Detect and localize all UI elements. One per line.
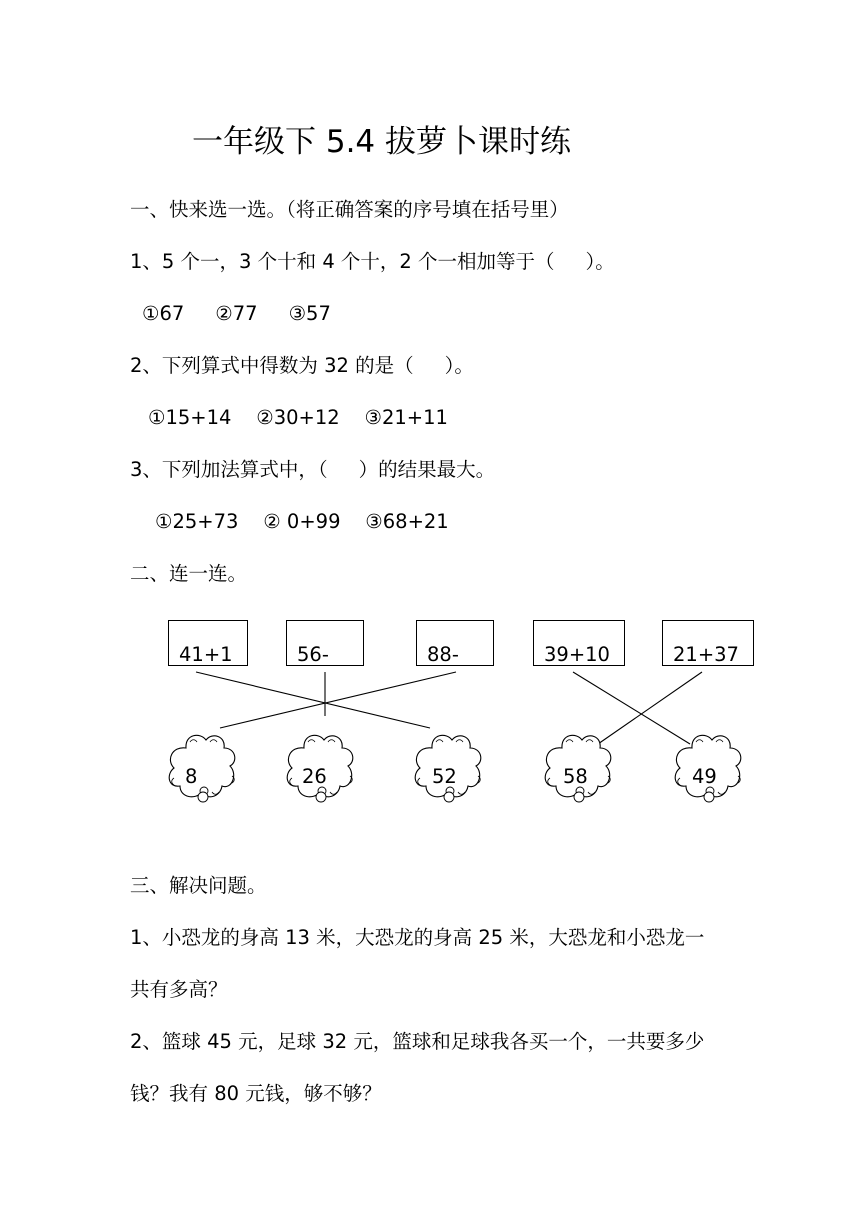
connection-line <box>196 672 430 728</box>
section3-heading: 三、解决问题。 <box>130 874 267 897</box>
expression-label: 56- <box>297 642 329 666</box>
expression-label: 41+1 <box>179 642 233 666</box>
question-1: 1、5 个一，3 个十和 4 个十，2 个一相加等于（ ）。 <box>130 250 615 273</box>
question-3-options: ①25+73 ② 0+99 ③68+21 <box>155 510 449 533</box>
problem-2-line-1: 2、篮球 45 元，足球 32 元，篮球和足球我各买一个，一共要多少 <box>130 1030 705 1053</box>
expression-label: 39+10 <box>544 642 610 666</box>
connection-lines <box>196 672 702 744</box>
problem-1-line-2: 共有多高？ <box>130 978 228 1001</box>
cloud-number: 58 <box>563 765 588 788</box>
expression-label: 21+37 <box>673 642 739 666</box>
cloud-number: 26 <box>302 765 327 788</box>
connection-line <box>573 672 690 744</box>
section1-heading: 一、快来选一选。（将正确答案的序号填在括号里） <box>130 198 569 221</box>
cloud-number: 49 <box>692 765 717 788</box>
connection-line <box>598 672 702 744</box>
cloud-number: 8 <box>185 765 198 788</box>
connection-line <box>220 672 456 728</box>
question-1-options: ①67 ②77 ③57 <box>142 302 331 325</box>
carrot-cloud <box>169 735 235 802</box>
expression-label: 88- <box>427 642 459 666</box>
problem-1-line-1: 1、小恐龙的身高 13 米，大恐龙的身高 25 米，大恐龙和小恐龙一 <box>130 926 705 949</box>
problem-2-line-2: 钱？我有 80 元钱，够不够？ <box>130 1082 382 1105</box>
section2-heading: 二、连一连。 <box>130 562 248 585</box>
question-2-options: ①15+14 ②30+12 ③21+11 <box>148 406 448 429</box>
cloud-number: 52 <box>432 765 457 788</box>
page-title: 一年级下 5.4 拔萝卜课时练 <box>192 124 572 160</box>
question-2: 2、下列算式中得数为 32 的是（ ）。 <box>130 354 474 377</box>
question-3: 3、下列加法算式中，（ ）的结果最大。 <box>130 458 496 481</box>
